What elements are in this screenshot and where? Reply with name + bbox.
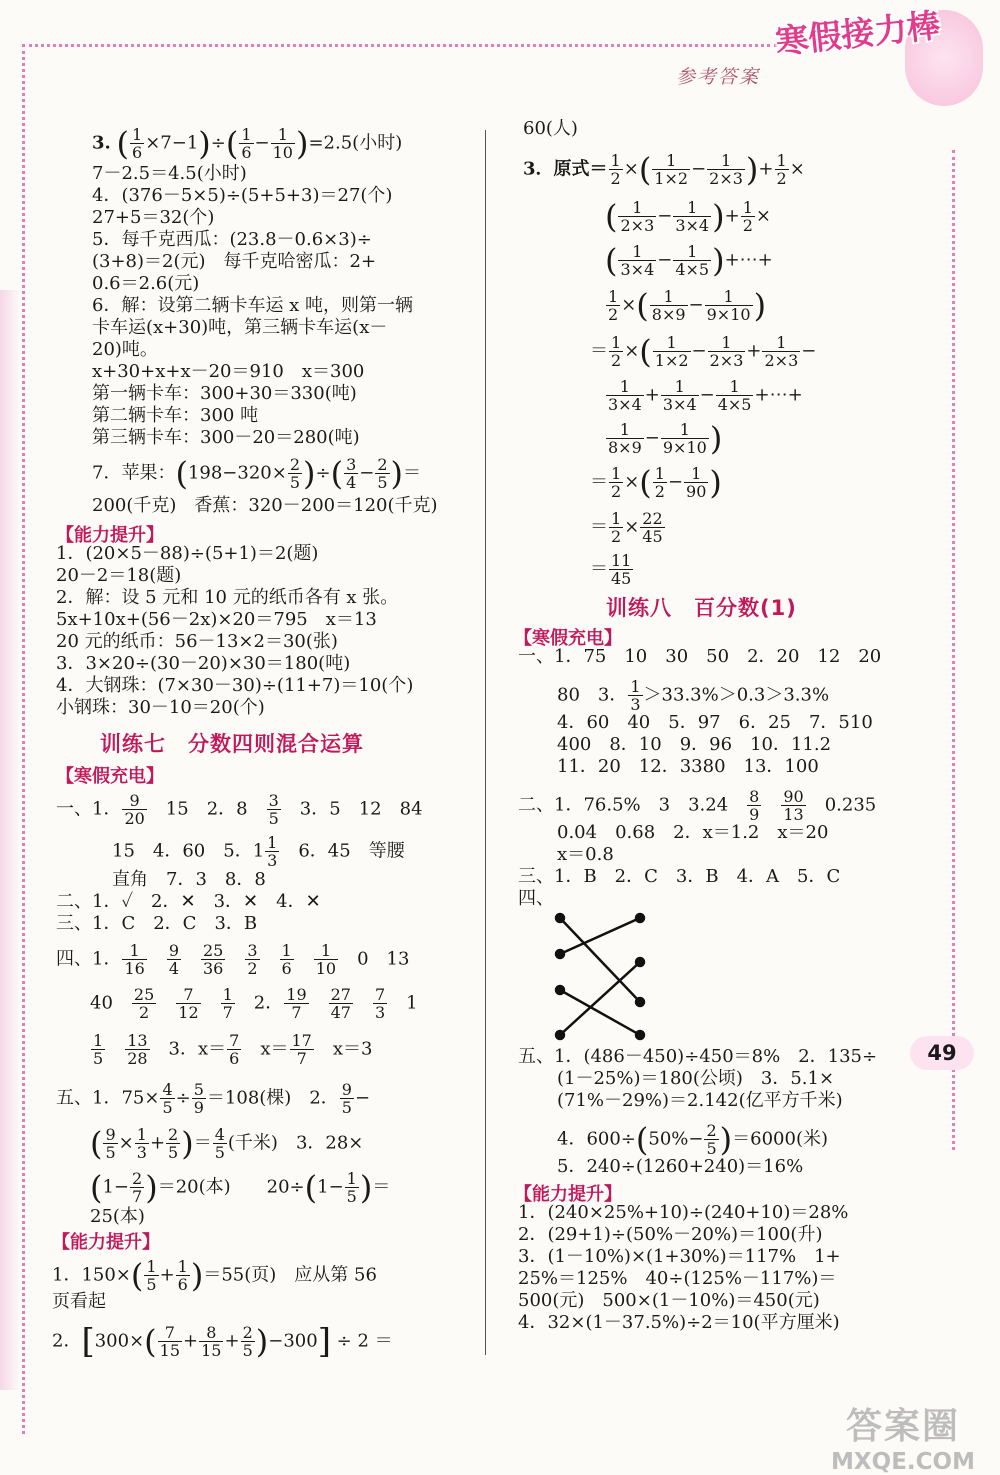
- answer-line: 一、1．75 10 30 50 2．20 12 20: [518, 646, 882, 667]
- answer-line: 1．(20×5－88)÷(5+1)＝2(题): [56, 543, 319, 564]
- match-dot: [636, 958, 644, 966]
- answer-line: 四、1． $\frac{1}{16}$ $\frac{9}{4}$ $\frac{25}{36}$ $\frac{3}{2}$ $\frac{1}{6}$ $\frac{1}{10}$ 0 13: [56, 941, 410, 978]
- recharge-section-header: 【寒假充电】: [56, 766, 164, 787]
- lesson-7-title: 训练七 分数四则混合运算: [100, 732, 364, 756]
- ability-section-header: 【能力提升】: [514, 1184, 622, 1205]
- recharge-section-header: 【寒假充电】: [514, 628, 622, 649]
- page-number: 49: [910, 1036, 974, 1070]
- reference-answers-label: 参考答案: [676, 66, 761, 88]
- answer-line: 3．3×20÷(30－20)×30＝180(吨): [56, 653, 351, 674]
- answer-line: ( $\frac{1}{2\times 3}$ − $\frac{1}{3\times 4}$ )+ $\frac{1}{2}$ ×: [605, 197, 771, 236]
- answer-line: $\frac{1}{5}$ $\frac{13}{28}$ 3．x＝ $\frac{7}{6}$ x＝ $\frac{17}{7}$ x＝3: [93, 1031, 373, 1068]
- match-dot: [636, 914, 644, 922]
- answer-line: 一、1． $\frac{9}{20}$ 15 2．8 $\frac{3}{5}$ 3．5 12 84: [56, 791, 423, 828]
- answer-line: 4．32×(1－37.5%)÷2＝10(平方厘米): [518, 1312, 840, 1333]
- answer-line: ＝ $\frac{1}{2}$ × $\frac{22}{45}$: [590, 509, 663, 546]
- top-dotted-border: [22, 44, 777, 47]
- match-dot: [556, 950, 564, 958]
- answer-line: 小钢珠：30－10＝20(个): [56, 697, 265, 718]
- answer-line: 五、1．75× $\frac{4}{5}$ ÷ $\frac{5}{9}$ ＝108(棵) 2． $\frac{9}{5}$ −: [56, 1080, 371, 1117]
- match-dot: [556, 1031, 564, 1039]
- answer-line: 3．原式＝ $\frac{1}{2}$ ×( $\frac{1}{1\times 2}$ − $\frac{1}{2\times 3}$ )+ $\frac{1}{2}$ ×: [523, 150, 805, 189]
- answer-line: 二、1．76.5% 3 3.24 $\frac{8}{9}$ $\frac{90}{13}$ 0.235: [518, 787, 877, 824]
- brand-logo: 寒假接力棒: [773, 5, 942, 62]
- answer-line: 80 3． $\frac{1}{3}$ ＞33.3%＞0.3＞3.3%: [557, 677, 830, 714]
- match-line: [560, 990, 640, 1035]
- answer-line: 6．解：设第二辆卡车运 x 吨，则第一辆: [92, 295, 414, 316]
- watermark-text: 答案圈: [845, 1406, 960, 1447]
- right-dotted-border: [952, 150, 955, 1150]
- answer-line: 卡车运(x+30)吨，第三辆卡车运(x－: [92, 317, 388, 338]
- answer-line: 60(人): [523, 118, 578, 139]
- answer-line: 25(本): [90, 1206, 145, 1227]
- answer-line: 0.6＝2.6(元): [92, 273, 200, 294]
- match-dot: [556, 986, 564, 994]
- match-dot: [556, 914, 564, 922]
- answer-line: 四、: [518, 888, 554, 909]
- lesson-8-title: 训练八 百分数(1): [606, 596, 797, 620]
- answer-line: 2．解：设 5 元和 10 元的纸币各有 x 张。: [56, 587, 399, 608]
- left-pink-strip: [0, 290, 20, 1390]
- answer-line: 第一辆卡车：300+30＝330(吨): [92, 383, 357, 404]
- answer-line: 第三辆卡车：300－20＝280(吨): [92, 427, 360, 448]
- answer-line: 5x+10x+(56－2x)×20＝795 x＝13: [56, 609, 377, 630]
- match-line: [560, 918, 640, 954]
- match-dot: [636, 1031, 644, 1039]
- answer-line: ＝ $\frac{1}{2}$ ×( $\frac{1}{1\times 2}$ − $\frac{1}{2\times 3}$ + $\frac{1}{2\times 3}$ −: [590, 332, 817, 371]
- answer-line: 2．(29+1)÷(50%－20%)＝100(升): [518, 1224, 823, 1245]
- answer-line: 5．每千克西瓜：(23.8－0.6×3)÷: [92, 229, 372, 250]
- answer-line: 7．苹果：(198−320× $\frac{2}{5}$ )÷( $\frac{3}{4}$ − $\frac{2}{5}$ )＝: [92, 454, 422, 493]
- answer-line: 第二辆卡车：300 吨: [92, 405, 259, 426]
- answer-line: 直角 7．3 8．8: [112, 869, 266, 890]
- answer-line: 20－2＝18(题): [56, 565, 182, 586]
- ability-section-header: 【能力提升】: [52, 1232, 160, 1253]
- answer-line: 2．[300×( $\frac{7}{15}$ + $\frac{8}{15}$ + $\frac{2}{5}$ )−300] ÷ 2 ＝: [52, 1321, 393, 1362]
- answer-line: 27+5＝32(个): [92, 207, 215, 228]
- answer-line: 页看起: [52, 1291, 106, 1312]
- answer-line: (71%－29%)＝2.142(亿平方千米): [557, 1090, 843, 1111]
- answer-line: 1．150×( $\frac{1}{5}$ + $\frac{1}{6}$ )＝55(页) 应从第 56: [52, 1256, 377, 1295]
- left-dotted-border: [22, 44, 25, 1434]
- answer-line: 500(元) 500×(1－10%)＝450(元): [518, 1290, 820, 1311]
- matching-diagram: [548, 910, 658, 1045]
- answer-line: 15 4．60 5．1 $\frac{1}{3}$ 6．45 等腰: [112, 833, 405, 870]
- answer-line: (1－25%)＝180(公顷) 3．5.1×: [557, 1068, 835, 1089]
- answer-line: 25%＝125% 40÷(125%－117%)＝: [518, 1268, 837, 1289]
- answer-line: 4．600÷(50%− $\frac{2}{5}$ )＝6000(米): [557, 1120, 828, 1159]
- answer-line: ＝ $\frac{11}{45}$: [590, 551, 632, 588]
- answer-line: 1．(240×25%+10)÷(240+10)＝28%: [518, 1202, 849, 1223]
- answer-line: 五、1．(486－450)÷450＝8% 2．135÷: [518, 1046, 878, 1067]
- answer-line: $\frac{1}{3\times 4}$ + $\frac{1}{3\times 4}$ − $\frac{1}{4\times 5}$ +⋯+: [608, 377, 803, 414]
- answer-line: 200(千克) 香蕉：320－200＝120(千克): [92, 495, 438, 516]
- answer-line: 11．20 12．3380 13．100: [557, 756, 819, 777]
- match-line: [560, 962, 640, 1035]
- answer-line: ＝ $\frac{1}{2}$ ×( $\frac{1}{2}$ − $\frac{1}{90}$ ): [590, 463, 722, 502]
- ability-section-header: 【能力提升】: [56, 525, 164, 546]
- match-line: [560, 918, 640, 1002]
- answer-line: 40 $\frac{25}{2}$ $\frac{7}{12}$ $\frac{1}{7}$ 2． $\frac{19}{7}$ $\frac{27}{47}$ $\frac{7}{3}$ 1: [90, 985, 418, 1022]
- answer-line: 4．大钢珠：(7×30－30)÷(11+7)＝10(个): [56, 675, 414, 696]
- answer-line: (3+8)＝2(元) 每千克哈密瓜：2+: [92, 251, 377, 272]
- answer-line: 20 元的纸币：56－13×2＝30(张): [56, 631, 338, 652]
- answer-line: (1− $\frac{2}{7}$ )＝20(本) 20÷(1− $\frac{1}{5}$ )＝: [90, 1168, 391, 1207]
- answer-line: 3．(1－10%)×(1+30%)＝117% 1+: [518, 1246, 841, 1267]
- answer-line: 4．60 40 5．97 6．25 7．510: [557, 712, 873, 733]
- match-dot: [636, 998, 644, 1006]
- answer-line: 三、1．B 2．C 3．B 4．A 5．C: [518, 866, 841, 887]
- answer-line: 三、1．C 2．C 3．B: [56, 913, 258, 934]
- answer-line: 7－2.5＝4.5(小时): [92, 163, 247, 184]
- column-divider: [485, 130, 486, 1355]
- answer-line: 4．(376－5×5)÷(5+5+3)＝27(个): [92, 185, 393, 206]
- answer-line: ( $\frac{9}{5}$ × $\frac{1}{3}$ + $\frac{2}{5}$ )＝ $\frac{4}{5}$ (千米) 3．28×: [90, 1124, 364, 1163]
- answer-line: 3. ( $\frac{1}{6}$ ×7−1)÷( $\frac{1}{6}$ − $\frac{1}{10}$ )=2.5(小时): [92, 124, 403, 163]
- watermark-url: MXQE.COM: [831, 1449, 975, 1475]
- watermark: [818, 1398, 988, 1475]
- answer-line: 二、1．✓ 2．✕ 3．✕ 4．✕: [56, 891, 321, 912]
- answer-line: ( $\frac{1}{3\times 4}$ − $\frac{1}{4\times 5}$ )+⋯+: [605, 241, 773, 280]
- answer-line: $\frac{1}{8\times 9}$ − $\frac{1}{9\times 10}$ ): [608, 419, 723, 458]
- answer-line: 0.04 0.68 2．x＝1.2 x＝20: [557, 822, 829, 843]
- answer-line: 5．240÷(1260+240)＝16%: [557, 1156, 804, 1177]
- answer-line: $\frac{1}{2}$ ×( $\frac{1}{8\times 9}$ − $\frac{1}{9\times 10}$ ): [608, 286, 767, 325]
- answer-line: x+30+x+x－20＝910 x＝300: [92, 361, 365, 382]
- answer-line: 20)吨。: [92, 339, 158, 360]
- answer-line: 400 8．10 9．96 10．11.2: [557, 734, 832, 755]
- answer-line: x＝0.8: [557, 844, 614, 865]
